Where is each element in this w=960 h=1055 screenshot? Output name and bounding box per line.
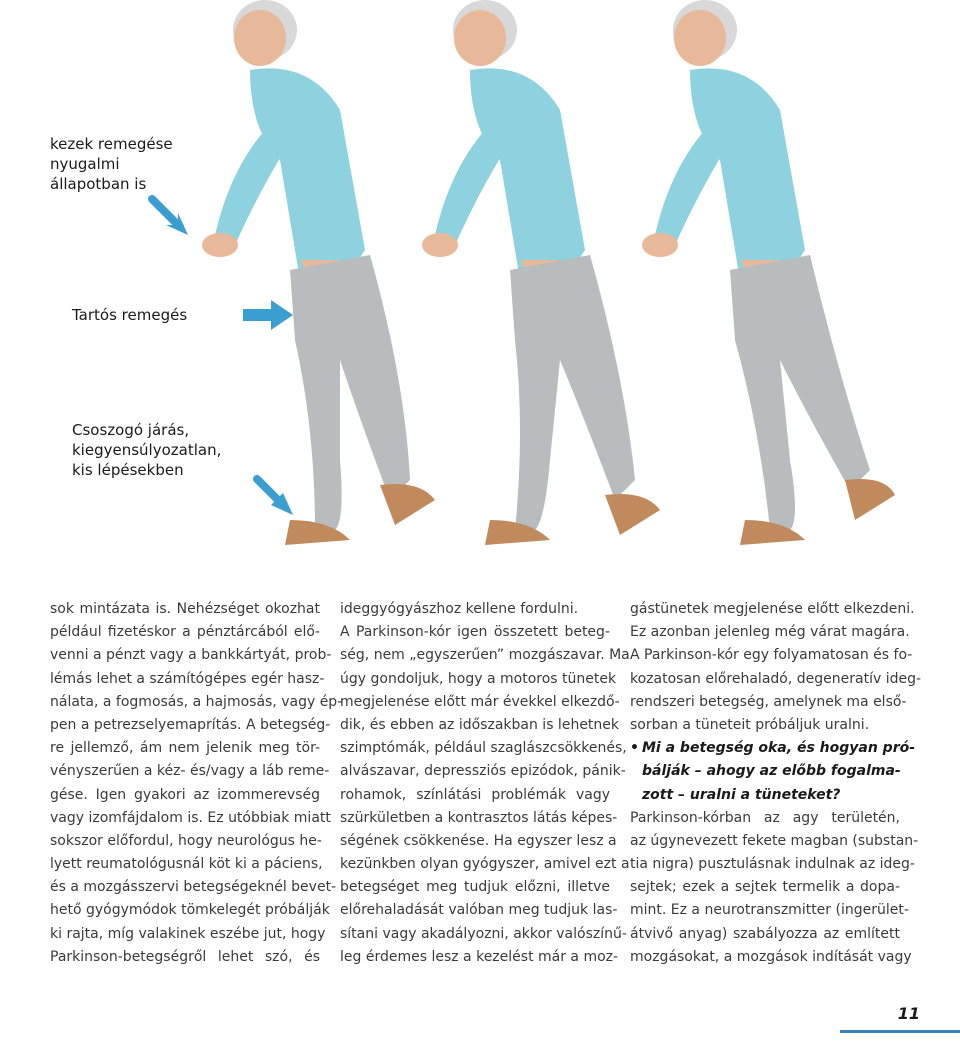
text-line: rendszeri betegség, amelynek ma első- — [630, 693, 907, 710]
text-line: leg érdemes lesz a kezelést már a moz- — [340, 948, 619, 965]
parkinson-figure-1 — [190, 0, 440, 570]
text-line: Ez azonban jelenleg még várat magára. — [630, 624, 910, 641]
text-line: és a mozgásszervi betegségeknél bevet- — [50, 879, 337, 896]
text-line: Mi a betegség oka, és hogyan pró- — [642, 740, 916, 757]
page-number: 11 — [897, 1004, 920, 1023]
label-line: kis lépésekben — [72, 461, 184, 479]
text-line: nálata, a fogmosás, a hajmosás, vagy ép- — [50, 693, 343, 710]
text-line: sok mintázata is. Nehézséget okozhat — [50, 601, 320, 617]
text-line: gástünetek megjelenése előtt elkezdeni. — [630, 601, 915, 617]
text-line: mint. Ez a neurotranszmitter (ingerület- — [630, 902, 909, 919]
question-heading — [630, 737, 916, 807]
text-line: ki rajta, míg valakinek eszébe jut, hogy — [50, 925, 326, 942]
text-line: átvivő anyag) szabályozza az említett — [630, 925, 900, 942]
text-line: megjelenése előtt már évekkel elkezdő- — [340, 693, 620, 710]
bullet-icon: • — [630, 740, 639, 757]
text-line: szimptómák, például szaglászcsökkenés, — [340, 740, 627, 757]
parkinson-figure-3 — [630, 0, 910, 570]
text-line: mozgásokat, a mozgások indítását vagy — [630, 948, 912, 965]
arrow-diagonal-icon — [148, 195, 192, 239]
label-line: Csoszogó járás, — [72, 421, 190, 439]
label-tremor-persistent — [72, 305, 187, 325]
label-line: nyugalmi — [50, 155, 120, 173]
text-line: gése. Igen gyakori az izommerevség — [50, 786, 320, 803]
text-column-2 — [340, 598, 630, 969]
page-number-rule — [840, 1030, 960, 1033]
text-column-3 — [630, 598, 922, 969]
text-line: sorban a tüneteit próbáljuk uralni. — [630, 716, 870, 733]
text-line: bálják – ahogy az előbb fogalma- — [642, 763, 901, 780]
text-line: sejtek; ezek a sejtek termelik a dopa- — [630, 879, 900, 896]
text-column-1 — [50, 598, 343, 969]
label-gait — [72, 420, 221, 480]
label-tremor-rest — [50, 134, 173, 194]
text-line: lyett reumatológusnál köt ki a páciens, — [50, 856, 323, 873]
text-line: úgy gondoljuk, hogy a motoros tünetek — [340, 670, 617, 687]
text-line: ideggyógyászhoz kellene fordulni. — [340, 601, 579, 617]
text-line: például fizetéskor a pénztárcából elő- — [50, 624, 320, 641]
text-line: pen a petrezselyemaprítás. A betegség- — [50, 716, 331, 733]
text-line: re jellemző, ám nem jelenik meg tör- — [50, 740, 320, 757]
label-line: kiegyensúlyozatlan, — [72, 441, 222, 459]
text-line: tia nigra) pusztulásnak indulnak az ideg- — [630, 856, 915, 873]
text-line: hető gyógymódok tömkelegét próbálják — [50, 902, 330, 919]
text-line: vényszerűen a kéz- és/vagy a láb reme- — [50, 763, 330, 780]
text-line: az úgynevezett fekete magban (substan- — [630, 832, 919, 849]
label-line: kezek remegése — [50, 135, 173, 153]
arrow-right-icon — [243, 298, 293, 332]
text-line: előrehaladását valóban meg tudjuk las- — [340, 902, 618, 919]
text-line: sítani vagy akadályozni, akkor valószínű- — [340, 925, 627, 942]
label-line: Tartós remegés — [72, 306, 188, 324]
text-line: venni a pénzt vagy a bankkártyát, prob- — [50, 647, 332, 664]
text-line: kezünkben olyan gyógyszer, amivel ezt a — [340, 856, 630, 873]
arrow-diagonal-icon — [253, 475, 297, 519]
text-line: vagy izomfájdalom is. Ez utóbbiak miatt — [50, 809, 331, 826]
text-line: Parkinson-betegségről lehet szó, és — [50, 948, 320, 965]
text-line: lémás lehet a számítógépes egér hasz- — [50, 670, 325, 687]
text-line: sokszor előfordul, hogy neurológus he- — [50, 832, 322, 849]
text-line: rohamok, színlátási problémák vagy — [340, 786, 610, 803]
text-line: Parkinson-kórban az agy területén, — [630, 809, 900, 826]
text-line: ségének csökkenése. Ha egyszer lesz a — [340, 832, 617, 849]
text-line: zott – uralni a tüneteket? — [642, 786, 841, 803]
text-line: dik, és ebben az időszakban is lehetnek — [340, 716, 620, 733]
text-line: A Parkinson-kór igen összetett beteg- — [340, 624, 610, 641]
text-line: szürkületben a kontrasztos látás képes- — [340, 809, 618, 826]
text-line: A Parkinson-kór egy folyamatosan és fo- — [630, 647, 913, 664]
label-line: állapotban is — [50, 175, 147, 193]
text-line: betegséget meg tudjuk előzni, illetve — [340, 879, 610, 896]
parkinson-figure-2 — [410, 0, 660, 570]
text-line: alvászavar, depressziós epizódok, pánik- — [340, 763, 626, 780]
text-line: ség, nem „egyszerűen” mozgászavar. Ma — [340, 647, 630, 664]
text-line: kozatosan előrehaladó, degeneratív ideg- — [630, 670, 922, 687]
